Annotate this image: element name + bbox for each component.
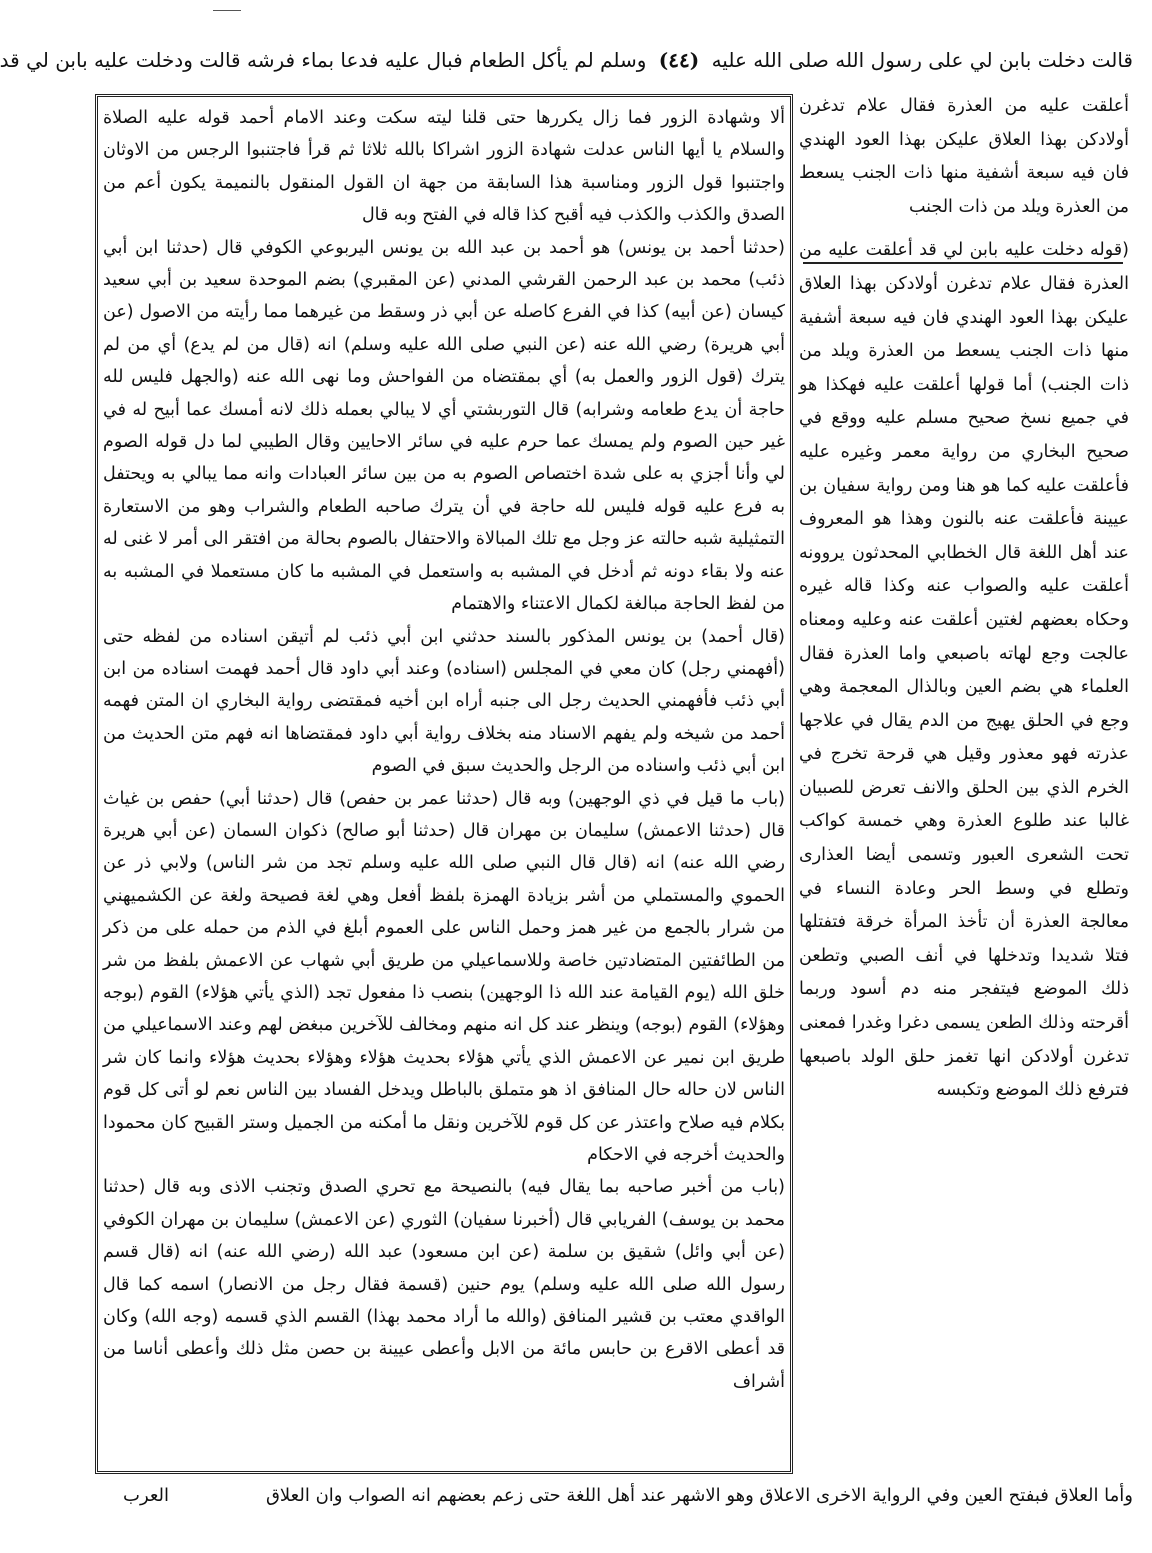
header-text-right: قالت دخلت بابن لي على رسول الله صلى الله عليه	[711, 48, 1133, 72]
marginal-commentary-column	[799, 90, 1129, 1480]
margin-paragraph: (قوله دخلت عليه بابن لي قد أعلقت عليه من العذرة فقال علام تدغرن أولادكن بهذا العلاق عليكن بهذا العود الهندي فان فيه سبعة أشفية منها ذات الجنب يسعط من العذرة ويلد من ذات الجنب) أما قولها أعلقت عليه فهكذا هو في جميع نسخ صحيح مسلم عليه ووقع في صحيح البخاري من رواية معمر وغيره عليه فأعلقت عليه كما هو هنا ومن رواية سفيان بن عيينة فأعلقت عنه بالنون وهذا هو المعروف عند أهل اللغة قال الخطابي المحدثون يروونه أعلقت عليه والصواب عنه وكذا قاله غيره وحكاه بعضهم لغتين أعلقت عنه وعليه ومعناه عالجت وجع لهاته باصبعي واما العذرة فقال العلماء هي بضم العين وبالذال المعجمة وهي وجع في الحلق يهيج من الدم يقال في علاجها عذرته فهو معذور وقيل هي قرحة تخرج في الخرم الذي بين الحلق والانف تعرض للصبيان غالبا عند طلوع العذرة وهي خمسة كواكب تحت الشعرى العبور وتسمى أيضا العذارى وتطلع في وسط الحر وعادة النساء في معالجة العذرة أن تأخذ المرأة خرقة فتفتلها فتلا شديدا وتدخلها في أنف الصبي وتطعن ذلك الموضع فيتفجر منه دم أسود وربما أقرحته وذلك الطعن يسمى دغرا وغدرا فمعنى تدغرن أولادكن انها تغمز حلق الولد باصبعها فترفع ذلك الموضع وتكبسه	[799, 240, 1129, 1101]
main-paragraph: (باب ما قيل في ذي الوجهين) وبه قال (حدثنا عمر بن حفص) قال (حدثنا أبي) حفص بن غياث قال (حدثنا الاعمش) سليمان بن مهران قال (حدثنا أبو صالح) ذكوان السمان (عن أبي هريرة رضي الله عنه) انه (قال قال النبي صلى الله عليه وسلم تجد من شر الناس) ولابي ذر عن الحموي والمستملي من أشر بزيادة الهمزة بلفظ أفعل وهي لغة فصيحة ولغة عن الكشميهني من شرار بالجمع من غير همز وحمل الناس على العموم أبلغ في الذم من حمله على من ذكر من الطائفتين المتضادتين خاصة وللاسماعيلي من طريق أبي شهاب عن الاعمش بلفظ من شر خلق الله (يوم القيامة عند الله ذا الوجهين) بنصب ذا مفعول تجد (الذي يأتي هؤلاء) القوم (بوجه وهؤلاء) القوم (بوجه) وينظر عند كل انه منهم ومخالف للآخرين مبغض لهم وعند الاسماعيلي من طريق ابن نمير عن الاعمش الذي يأتي هؤلاء بحديث هؤلاء وهؤلاء بحديث هؤلاء وانما كان شر الناس لان حاله حال المنافق اذ هو متملق بالباطل ويدخل الفساد بين الناس نعم لو أتى كل قوم بكلام فيه صلاح واعتذر عن كل قوم للآخرين ونقل ما أمكنه من الجميل وستر القبيح كان محمودا والحديث أخرجه في الاحكام	[103, 788, 785, 1165]
main-paragraph: ألا وشهادة الزور فما زال يكررها حتى قلنا ليته سكت وعند الامام أحمد قوله عليه الصلاة والسلام يا أيها الناس عدلت شهادة الزور اشراكا بالله ثلاثا ثم قرأ فاجتنبوا الرجس من الاوثان واجتنبوا قول الزور ومناسبة هذا السابقة من جهة ان القول المنقول بالنميمة يكون أعم من الصدق والكذب والكذب فيه أقبح كذا قاله في الفتح وبه قال	[103, 108, 785, 226]
main-commentary-column	[103, 102, 785, 1466]
running-header	[0, 38, 1133, 82]
header-text-left: وسلم لم يأكل الطعام فبال عليه فدعا بماء فرشه قالت ودخلت عليه بابن لي قد	[0, 48, 647, 72]
main-paragraph: (قال أحمد) بن يونس المذكور بالسند حدثني ابن أبي ذئب لم أتيقن اسناده من لفظه حتى (أفهمني رجل) كان معي في المجلس (اسناده) وعند أبي داود قال أحمد فهمت اسناده من ابن أبي ذئب فأفهمني الحديث رجل الى جنبه أراه ابن أخيه فمقتضى رواية البخاري ان المتن فهمه أحمد من شيخه ولم يفهم الاسناد منه بخلاف رواية أبي داود فمقتضاها انه فهم متن الحديث من ابن أبي ذئب واسناده من الرجل والحديث سبق في الصوم	[103, 626, 785, 777]
page-number: (٤٤)	[658, 48, 700, 72]
main-paragraph: (باب من أخبر صاحبه بما يقال فيه) بالنصيحة مع تحري الصدق وتجنب الاذى وبه قال (حدثنا محمد بن يوسف) الفريابي قال (أخبرنا سفيان) الثوري (عن الاعمش) سليمان بن مهران الكوفي (عن أبي وائل) شقيق بن سلمة (عن ابن مسعود) عبد الله (رضي الله عنه) انه (قال قسم رسول الله صلى الله عليه وسلم) يوم حنين (قسمة فقال رجل من الانصار) اسمه كما قال الواقدي معتب بن قشير المنافق (والله ما أراد محمد بهذا) القسم الذي قسمه (وجه الله) وكان قد أعطى الاقرع بن حابس مائة من الابل وأعطى عيينة بن حصن مثل ذلك وأعطى أناسا من أشراف	[103, 1177, 785, 1392]
footer-line	[93, 1478, 1133, 1514]
margin-spacer	[799, 224, 1129, 234]
margin-section-rule	[803, 262, 1123, 264]
margin-paragraph: أعلقت عليه من العذرة فقال علام تدغرن أولادكن بهذا العلاق عليكن بهذا العود الهندي فان فيه سبعة أشفية منها ذات الجنب يسعط من العذرة ويلد من ذات الجنب	[799, 96, 1129, 217]
main-paragraph: (حدثنا أحمد بن يونس) هو أحمد بن عبد الله بن يونس اليربوعي الكوفي قال (حدثنا ابن أبي ذئب) محمد بن عبد الرحمن القرشي المدني (عن المقبري) بضم الموحدة سعيد بن أبي سعيد كيسان (عن أبيه) كذا في الفرع كاصله عن أبي ذر وسقط من غيرهما مما رأيته من الاصول (عن أبي هريرة) رضي الله عنه (عن النبي صلى الله عليه وسلم) انه (قال من لم يدع) أي من لم يترك (قول الزور والعمل به) أي بمقتضاه من الفواحش وما نهى الله عنه (والجهل فليس لله حاجة أن يدع طعامه وشرابه) قال التوربشتي أي لا يبالي بعمله ذلك لانه أمسك عما أبيح له في غير حين الصوم ولم يمسك عما حرم عليه في سائر الاحايين وقال الطيبي لما دل قوله الصوم لي وأنا أجزي به على شدة اختصاص الصوم به من بين سائر العبادات وانه مما يبالي به ويحتفل به فرع عليه قوله فليس لله حاجة في أن يترك صاحبه الطعام والشراب وهو من الاستعارة التمثيلية شبه حالته عز وجل مع تلك المبالاة والاحتفال بالصوم بحالة من افتقر الى أمر لا غنى له عنه ولا بقاء دونه ثم أدخل في المشبه به واستعمل في المشبه ما كان مستعملا في المشبه به من لفظ الحاجة مبالغة لكمال الاعتناء والاهتمام	[103, 237, 785, 615]
top-mark-line	[213, 10, 241, 11]
footer-text: وأما العلاق فبفتح العين وفي الرواية الاخرى الاعلاق وهو الاشهر عند أهل اللغة حتى زعم بعضهم انه الصواب وان العلاق	[265, 1485, 1133, 1506]
catchword: العرب	[123, 1485, 170, 1506]
